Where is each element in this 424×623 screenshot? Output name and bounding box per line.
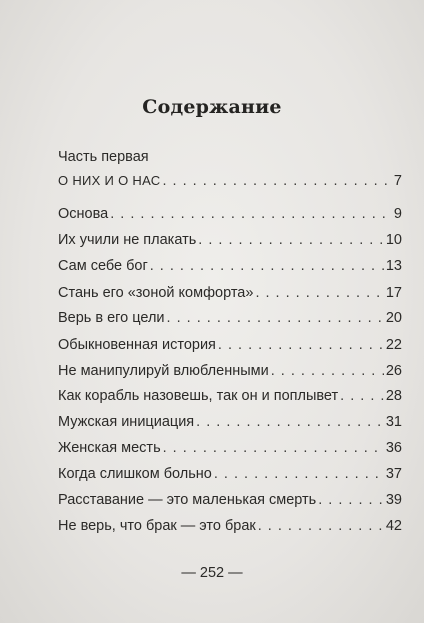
toc-entry-title: Сам себе бог [58,258,148,274]
toc-entry-title: Их учили не плакать [58,232,197,248]
leader-dots [150,256,384,276]
leader-dots [163,438,384,458]
leader-dots [167,308,384,328]
toc-entry-title: Не манипулируй влюбленными [58,363,269,379]
leader-dots [218,335,384,355]
toc-entry [58,230,402,250]
toc-entry-page: 39 [385,492,402,508]
toc-entry-title: Обыкновенная история [58,337,216,353]
toc-entry [58,361,402,381]
toc-entry [58,308,402,328]
leader-dots [196,412,384,432]
page-title: Содержание [142,96,282,118]
toc-entry-page: 42 [385,518,402,534]
toc-entry [58,283,402,303]
toc-entry-page: 10 [385,232,402,248]
toc-entry-title: Основа [58,206,109,222]
toc-entry [58,335,402,355]
toc-entry-title: Стань его «зоной комфорта» [58,285,254,301]
toc-entry-page: 26 [385,363,402,379]
leader-dots [258,516,384,536]
toc-entry-page: 7 [393,173,402,189]
toc-entry-page: 20 [385,310,402,326]
toc-entry [58,490,402,510]
toc-entry-title: Как корабль назовешь, так он и поплывет [58,388,339,404]
part-label: Часть первая [58,149,149,165]
toc-entry-page: 37 [385,466,402,482]
toc-entry [58,386,402,406]
toc-entry-title: О НИХ И О НАС [58,173,161,188]
leader-dots [162,171,391,191]
toc-entry-page: 36 [385,440,402,456]
toc-entry-page: 22 [385,337,402,353]
toc-entry-title: Когда слишком больно [58,466,212,482]
toc-entry-title: Верь в его цели [58,310,165,326]
toc-entry-page: 28 [385,388,402,404]
toc-entry-page: 13 [385,258,402,274]
toc-entry-page: 31 [385,414,402,430]
toc-entry [58,438,402,458]
toc-entry-title: Не верь, что брак — это брак [58,518,256,534]
leader-dots [214,464,384,484]
toc-entry [58,464,402,484]
leader-dots [255,283,383,303]
leader-dots [340,386,384,406]
toc-entry [58,412,402,432]
leader-dots [198,230,384,250]
toc-entry-page: 17 [385,285,402,301]
toc-entry-title: Женская месть [58,440,161,456]
toc-entry-title: Расставание — это маленькая смерть [58,492,317,508]
toc-entry [58,256,402,276]
page-number: — 252 — [181,565,243,581]
leader-dots [110,204,392,224]
toc-entry [58,171,402,191]
toc-entry-page: 9 [393,206,402,222]
toc-entry [58,516,402,536]
toc-entry-title: Мужская инициация [58,414,195,430]
toc-entry [58,204,402,224]
leader-dots [271,361,384,381]
leader-dots [318,490,384,510]
